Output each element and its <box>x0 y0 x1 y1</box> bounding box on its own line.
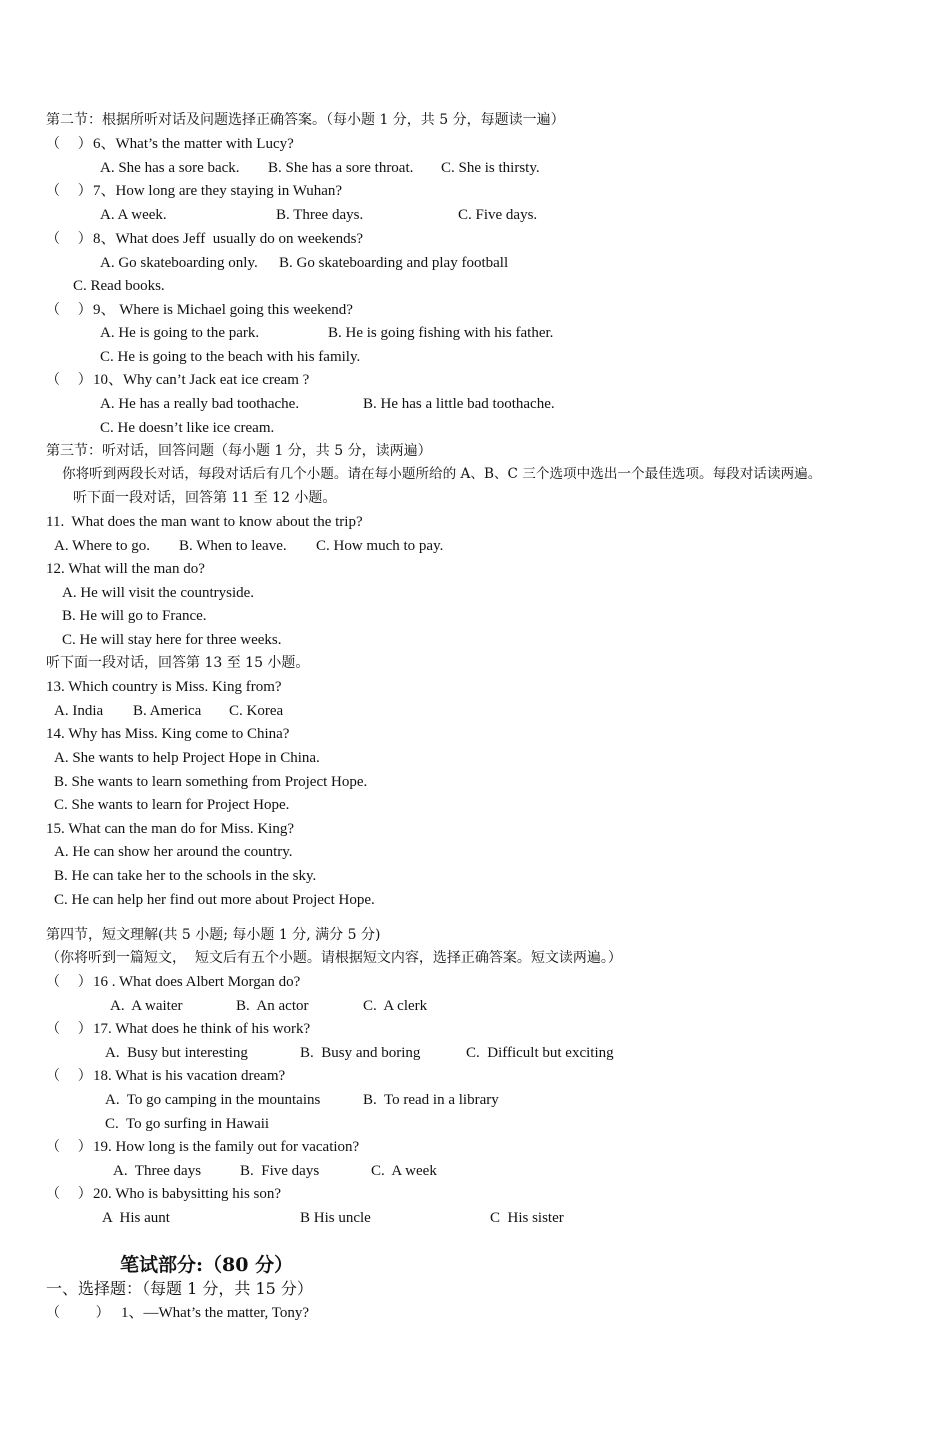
q6-option-a: A. She has a sore back. <box>100 160 240 176</box>
written-part-heading: 笔试部分:（80 分） <box>120 1254 294 1276</box>
q13-option-c: C. Korea <box>229 703 284 719</box>
q8-option-c: C. Read books. <box>73 278 165 294</box>
question-19: 19. How long is the family out for vacation? <box>93 1139 360 1155</box>
q20-option-c: C His sister <box>490 1210 564 1226</box>
section4-instruction: （你将听到一篇短文， 短文后有五个小题。请根据短文内容，选择正确答案。短文读两遍。） <box>46 950 622 966</box>
q8-option-a: A. Go skateboarding only. <box>100 255 258 271</box>
q9-option-c: C. He is going to the beach with his family. <box>100 349 361 365</box>
section4-title: 第四节，短文理解(共 5 小题; 每小题 1 分, 满分 5 分) <box>46 927 381 943</box>
q11-option-a: A. Where to go. <box>54 538 150 554</box>
part1-title: 一、选择题：（每题 1 分，共 15 分） <box>46 1279 313 1298</box>
question-15: 15. What can the man do for Miss. King? <box>46 821 295 837</box>
q9-option-a: A. He is going to the park. <box>100 325 260 341</box>
q9-option-b: B. He is going fishing with his father. <box>328 325 554 341</box>
question-16: 16 . What does Albert Morgan do? <box>93 974 301 990</box>
q19-option-b: B. Five days <box>240 1163 320 1179</box>
section3-intro-1: 听下面一段对话，回答第 11 至 12 小题。 <box>73 490 337 506</box>
question-20: 20. Who is babysitting his son? <box>93 1186 282 1202</box>
question-10: 10、Why can’t Jack eat ice cream ? <box>93 372 310 388</box>
q11-option-b: B. When to leave. <box>179 538 287 554</box>
question-13: 13. Which country is Miss. King from? <box>46 679 282 695</box>
q20-option-b: B His uncle <box>300 1210 371 1226</box>
section3-instruction: 你将听到两段长对话，每段对话后有几个小题。请在每小题所给的 A、B、C 三个选项中选出一个最佳选项。每段对话读两遍。 <box>62 466 822 482</box>
question-9: 9、 Where is Michael going this weekend? <box>93 302 353 318</box>
q12-option-a: A. He will visit the countryside. <box>62 585 255 601</box>
q7-option-c: C. Five days. <box>458 207 538 223</box>
q15-option-c: C. He can help her find out more about Project Hope. <box>54 892 375 908</box>
q17-option-a: A. Busy but interesting <box>105 1045 248 1061</box>
q14-option-c: C. She wants to learn for Project Hope. <box>54 797 290 813</box>
q16-option-b: B. An actor <box>236 998 309 1014</box>
answer-bracket-q7: （ ） <box>46 183 92 199</box>
q14-option-a: A. She wants to help Project Hope in China. <box>54 750 320 766</box>
q12-option-c: C. He will stay here for three weeks. <box>62 632 282 648</box>
answer-bracket-q18: （ ） <box>46 1068 92 1084</box>
q11-option-c: C. How much to pay. <box>316 538 444 554</box>
q16-option-a: A. A waiter <box>110 998 183 1014</box>
section3-title: 第三节：听对话，回答问题（每小题 1 分，共 5 分，读两遍） <box>46 443 432 459</box>
q10-option-a: A. He has a really bad toothache. <box>100 396 300 412</box>
q20-option-a: A His aunt <box>102 1210 170 1226</box>
question-11: 11. What does the man want to know about the trip? <box>46 514 363 530</box>
q10-option-c: C. He doesn’t like ice cream. <box>100 420 275 436</box>
answer-bracket-q8: （ ） <box>46 231 92 247</box>
q10-option-b: B. He has a little bad toothache. <box>363 396 555 412</box>
question-8: 8、What does Jeff usually do on weekends? <box>93 231 364 247</box>
section3-intro-2: 听下面一段对话，回答第 13 至 15 小题。 <box>46 655 310 671</box>
q18-option-b: B. To read in a library <box>363 1092 499 1108</box>
section2-title: 第二节：根据所听对话及问题选择正确答案。（每小题 1 分，共 5 分，每题读一遍） <box>46 112 565 128</box>
answer-bracket-w1: （ ） <box>46 1305 110 1321</box>
q17-option-b: B. Busy and boring <box>300 1045 421 1061</box>
answer-bracket-q9: （ ） <box>46 302 92 318</box>
question-14: 14. Why has Miss. King come to China? <box>46 726 290 742</box>
q7-option-b: B. Three days. <box>276 207 364 223</box>
question-12: 12. What will the man do? <box>46 561 205 577</box>
q8-option-b: B. Go skateboarding and play football <box>279 255 509 271</box>
q19-option-c: C. A week <box>371 1163 437 1179</box>
q18-option-a: A. To go camping in the mountains <box>105 1092 321 1108</box>
q15-option-a: A. He can show her around the country. <box>54 844 293 860</box>
answer-bracket-q19: （ ） <box>46 1139 92 1155</box>
written-question-1: 1、—What’s the matter, Tony? <box>121 1305 310 1321</box>
answer-bracket-q6: （ ） <box>46 136 92 152</box>
q13-option-b: B. America <box>133 703 202 719</box>
answer-bracket-q17: （ ） <box>46 1021 92 1037</box>
q6-option-b: B. She has a sore throat. <box>268 160 414 176</box>
question-18: 18. What is his vacation dream? <box>93 1068 286 1084</box>
q14-option-b: B. She wants to learn something from Project Hope. <box>54 774 368 790</box>
question-6: 6、What’s the matter with Lucy? <box>93 136 294 152</box>
question-7: 7、How long are they staying in Wuhan? <box>93 183 343 199</box>
question-17: 17. What does he think of his work? <box>93 1021 311 1037</box>
q13-option-a: A. India <box>54 703 104 719</box>
answer-bracket-q20: （ ） <box>46 1186 92 1202</box>
answer-bracket-q16: （ ） <box>46 974 92 990</box>
q7-option-a: A. A week. <box>100 207 167 223</box>
q19-option-a: A. Three days <box>113 1163 202 1179</box>
q16-option-c: C. A clerk <box>363 998 428 1014</box>
q15-option-b: B. He can take her to the schools in the sky. <box>54 868 317 884</box>
q6-option-c: C. She is thirsty. <box>441 160 540 176</box>
q12-option-b: B. He will go to France. <box>62 608 207 624</box>
q18-option-c: C. To go surfing in Hawaii <box>105 1116 270 1132</box>
answer-bracket-q10: （ ） <box>46 372 92 388</box>
q17-option-c: C. Difficult but exciting <box>466 1045 614 1061</box>
